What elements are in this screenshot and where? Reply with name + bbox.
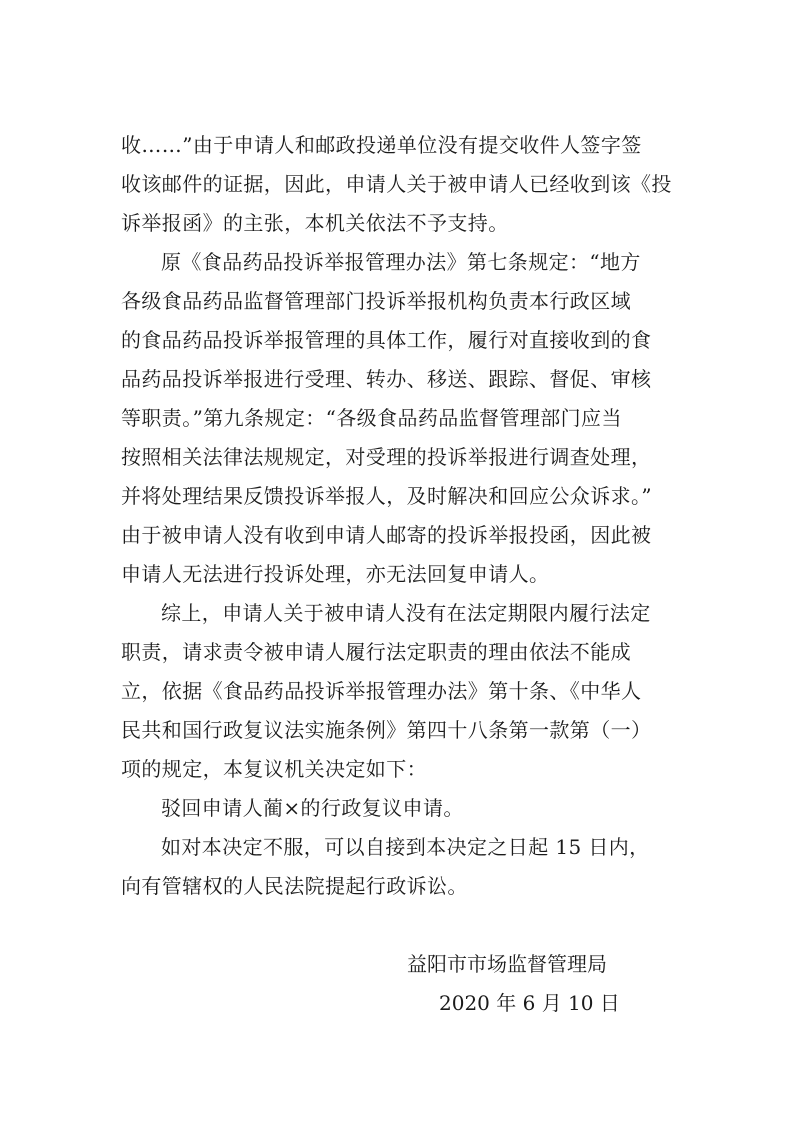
p2-line-7: 并将处理结果反馈投诉举报人，及时解决和回应公众诉求。” xyxy=(121,484,653,508)
p2-line-8: 由于被申请人没有收到申请人邮寄的投诉举报投函，因此被 xyxy=(121,523,652,547)
issue-date: 2020 年 6 月 10 日 xyxy=(439,991,620,1015)
p2-line-4: 品药品投诉举报进行受理、转办、移送、跟踪、督促、审核 xyxy=(121,367,652,391)
p2-line-2: 各级食品药品监督管理部门投诉举报机构负责本行政区域 xyxy=(121,289,631,313)
p2-line-5: 等职责。”第九条规定：“各级食品药品监督管理部门应当 xyxy=(121,406,622,430)
p2-line-9: 申请人无法进行投诉处理，亦无法回复申请人。 xyxy=(121,562,550,586)
p5-line-2: 向有管辖权的人民法院提起行政诉讼。 xyxy=(121,874,468,898)
p5-line-1: 如对本决定不服，可以自接到本决定之日起 15 日内， xyxy=(161,835,650,859)
p3-line-5: 项的规定，本复议机关决定如下： xyxy=(121,757,427,781)
p2-line-1: 原《食品药品投诉举报管理办法》第七条规定：“地方 xyxy=(161,250,641,274)
p3-line-2: 职责，请求责令被申请人履行法定职责的理由依法不能成 xyxy=(121,640,631,664)
p2-line-6: 按照相关法律法规规定，对受理的投诉举报进行调查处理， xyxy=(121,445,652,469)
issuing-organization: 益阳市市场监督管理局 xyxy=(407,952,607,976)
p2-line-3: 的食品药品投诉举报管理的具体工作，履行对直接收到的食 xyxy=(121,328,652,352)
p3-line-4: 民共和国行政复议法实施条例》第四十八条第一款第（一） xyxy=(121,718,652,742)
p1-line-3: 诉举报函》的主张，本机关依法不予支持。 xyxy=(121,211,509,235)
p4-line-1: 驳回申请人蔺×的行政复议申请。 xyxy=(161,796,464,820)
p3-line-3: 立，依据《食品药品投诉举报管理办法》第十条、《中华人 xyxy=(121,679,642,703)
p1-line-2: 收该邮件的证据，因此，申请人关于被申请人已经收到该《投 xyxy=(121,172,672,196)
p1-line-1: 收……”由于申请人和邮政投递单位没有提交收件人签字签 xyxy=(121,133,642,157)
p3-line-1: 综上，申请人关于被申请人没有在法定期限内履行法定 xyxy=(161,601,651,625)
